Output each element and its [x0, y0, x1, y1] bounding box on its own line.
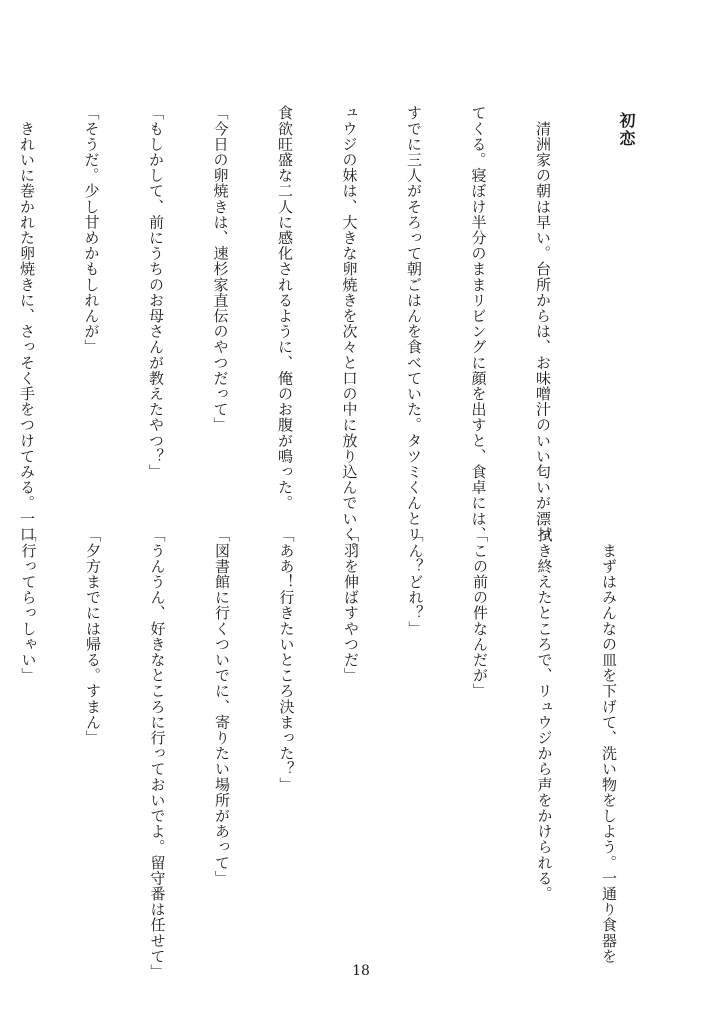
text-line: 「そうだ。少し甘めかもしれんが」: [82, 105, 101, 355]
text-line: てくる。寝ぼけ半分のままリビングに顔を出すと、食卓には、: [469, 105, 488, 542]
text-line: 清洲家の朝は早い。台所からは、お味噌汁のいい匂いが漂っ: [534, 105, 552, 542]
text-line: 「今日の卵焼きは、速杉家直伝のやつだって」: [211, 105, 230, 433]
text-line: 拭き終えたところで、リュウジから声をかけられる。: [535, 527, 554, 902]
upper-text-block: [18, 105, 596, 558]
text-line: 「ん？どれ？」: [406, 527, 425, 637]
text-line: 「図書館に行くついでに、寄りたい場所があって」: [213, 527, 231, 886]
text-line: きれいに巻かれた卵焼きに、さっそく手をつけてみる。一口: [18, 105, 36, 542]
text-line: 「羽を伸ばすやつだ」: [342, 527, 360, 683]
page-number: 18: [352, 963, 370, 979]
text-line: 「この前の件なんだが」: [471, 527, 489, 699]
text-line: 「もしかして、前にうちのお母さんが教えたやつ？」: [147, 105, 165, 480]
text-line: 「うんうん、好きなところに行っておいでよ。留守番は任せて」: [148, 527, 167, 980]
text-line: まずはみんなの皿を下げて、洗い物をしよう。一通り食器を: [600, 527, 618, 964]
chapter-title: 初恋: [617, 112, 636, 148]
text-line: ュウジの妹は、大きな卵焼きを次々と口の中に放り込んでいく。: [340, 105, 359, 558]
text-line: 「夕方までには帰る。すまん」: [84, 527, 102, 746]
text-line: すでに三人がそろって朝ごはんを食べていた。タツミくんとリ: [405, 105, 423, 542]
text-line: 「行ってらっしゃい」: [19, 527, 38, 683]
text-line: 食欲旺盛な二人に感化されるように、俺のお腹が鳴った。: [276, 105, 294, 511]
text-line: 「ああ！行きたいところ決まった？」: [277, 527, 296, 793]
